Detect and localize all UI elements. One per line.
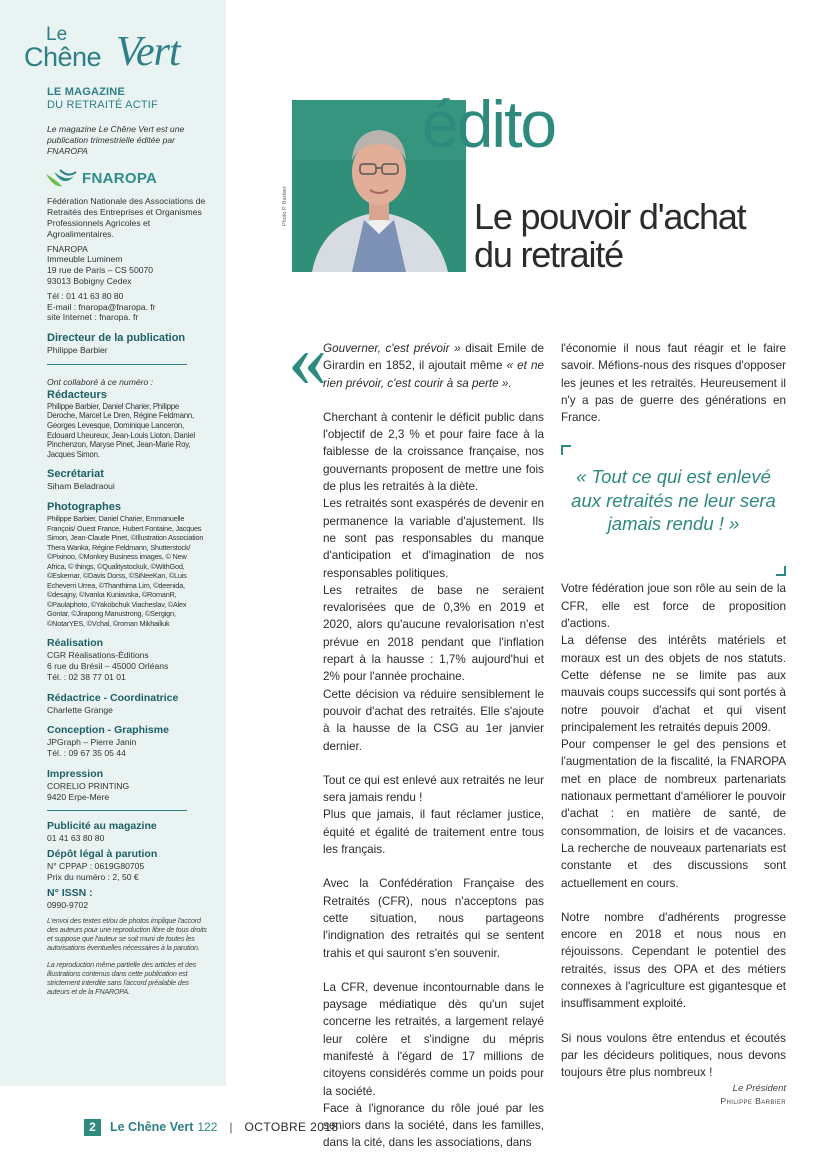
footer-magazine-name: Le Chêne Vert — [110, 1120, 194, 1134]
publication-intro: Le magazine Le Chêne Vert est une publication trimestrielle éditée par FNAROPA — [47, 124, 185, 156]
contributors-intro: Ont collaboré à ce numéro : — [47, 376, 154, 387]
publicite-heading: Publicité au magazine — [47, 820, 157, 833]
headline-line2: du retraité — [474, 234, 623, 275]
depot-legal-heading: Dépôt légal à parution — [47, 848, 158, 861]
pull-quote — [561, 445, 786, 576]
cppap-number: N° CPPAP : 0619G80705 — [47, 861, 145, 872]
fnaropa-leaf-icon — [44, 168, 78, 190]
reproduction-note: La reproduction même partielle des articles et des illustrations contenus dans cette publication est strictement interdite sans l'accord préalable des auteurs et de la FNAROPA. — [47, 959, 197, 996]
photographes-heading: Photographes — [47, 501, 121, 514]
realisation-line: CGR Réalisations-Éditions — [47, 650, 149, 661]
article-paragraph: Avec la Confédération Française des Retraités (CFR), nous n'acceptons pas cette situation, nous partageons l'indignation des retraités qui se sentent trahis et qui sauront s'en souvenir. — [323, 877, 544, 960]
footer-date: OCTOBRE 2018 — [244, 1120, 339, 1134]
telephone-number[interactable]: 01 41 63 80 80 — [66, 290, 124, 301]
headline-line1: Le pouvoir d'achat — [474, 196, 746, 237]
photo-credit: Photo P. Barbier — [282, 186, 288, 226]
pull-quote-corner — [776, 566, 786, 576]
publicite-phone: 01 41 63 80 80 — [47, 833, 105, 844]
pull-quote-text: « Tout ce qui est enlevé aux retraités ne leur sera jamais rendu ! » — [571, 466, 776, 534]
address-line: Immeuble Luminem — [47, 254, 123, 265]
fnaropa-logo — [44, 168, 207, 190]
article-paragraph: Cherchant à contenir le déficit public dans l'objectif de 2,3 % et pour faire face à la faiblesse de la croissance française, nos gouvernants proposent de mettre une fois de plus les retraités à la diète. — [323, 410, 544, 494]
directeur-name: Philippe Barbier — [47, 345, 108, 356]
article-column-1 — [323, 340, 544, 1152]
signature-title: Le Président — [732, 1082, 786, 1094]
telephone-label: Tél : — [47, 290, 67, 301]
issn-heading: N° ISSN : — [47, 886, 93, 899]
redactrice-heading: Rédactrice - Coordinatrice — [47, 691, 179, 704]
article-paragraph: La CFR, devenue incontournable dans le paysage médiatique dès qu'un sujet concerne les retraités, a largement relayé leur colère et s'indigne du mépris manifesté à l'égard de 17 millions de citoyens considérés comme un poids pour la société. — [323, 980, 544, 1098]
conception-line: Tél. : 09 67 35 05 44 — [47, 748, 126, 759]
magazine-subtitle-line1: LE MAGAZINE — [47, 86, 125, 98]
divider — [47, 364, 187, 365]
copyright-note: L'envoi des textes et/ou de photos implique l'accord des auteurs pour une reproduction libre de tous droits et suppose que l'auteur se soit muni de toutes les autorisations éventuelles nécessaires à la parution. — [47, 915, 207, 952]
article-paragraph: Votre fédération joue son rôle au sein de la CFR, elle est force de proposition d'actions. — [561, 582, 786, 631]
masthead-content — [47, 124, 207, 996]
impression-line: CORELIO PRINTING — [47, 780, 130, 791]
article-paragraph: La défense des intérêts matériels et moraux est un des objets de nos statuts. Cette défense ne se limite pas aux mauvais coups successifs qui sont portés à notre pouvoir d'achat et qui visent principalement les retraités depuis 2009. — [561, 634, 786, 734]
logo-vert: Vert — [116, 29, 180, 75]
article-headline — [474, 198, 745, 274]
opening-quote-mark: « — [288, 316, 319, 403]
footer-separator: | — [229, 1120, 233, 1134]
redacteurs-heading: Rédacteurs — [47, 388, 107, 401]
logo-le: Le — [46, 24, 68, 45]
issn-number: 0990-9702 — [47, 899, 89, 910]
lead-text: disait Emile de Girardin en 1852, il ajoutait même — [323, 342, 544, 373]
article-paragraph: Notre nombre d'adhérents progresse encore en 2018 et nous nous en réjouissons. Cependant le potentiel des retraités, issus des OPA et des métiers connexes à l'agriculture est gigantesque et insuffisamment exploité. — [561, 910, 786, 1011]
address-name: FNAROPA — [47, 243, 88, 254]
article-paragraph: Les retraites de base ne seraient revalorisées que de 0,3% en 2019 et 2020, alors qu'aucune revalorisation n'est prévue en 2018 pendant que l'inflation repart à la hausse : 1,7% aujourd'hui et 2% pour l'année prochaine. — [323, 583, 544, 684]
lead-paragraph — [323, 340, 544, 392]
logo-chene: Chêne — [24, 42, 102, 72]
realisation-heading: Réalisation — [47, 637, 104, 650]
article-paragraph: l'économie il nous faut réagir et le faire savoir. Méfions-nous des risques d'opposer les jeunes et les retraités. Heureusement il n'y a pas de guerre des générations en France. — [561, 342, 786, 425]
impression-line: 9420 Erpe-Mere — [47, 791, 110, 802]
page-number: 2 — [84, 1119, 101, 1136]
section-title-edito: édito — [422, 87, 556, 161]
page-footer — [84, 1118, 338, 1136]
article-paragraph: Cette décision va réduire sensiblement le pouvoir d'achat des retraités. Elle s'ajoute à la hausse de la CSG au 1er janvier dernier. — [323, 687, 544, 753]
secretariat-heading: Secrétariat — [47, 468, 104, 481]
directeur-heading: Directeur de la publication — [47, 332, 186, 345]
impression-heading: Impression — [47, 767, 104, 780]
article-paragraph: Si nous voulons être entendus et écoutés par les décideurs politiques, nous devons toujours être plus nombreux ! — [561, 1031, 786, 1080]
le-chene-vert-logo — [24, 22, 214, 77]
article-paragraph: Plus que jamais, il faut réclamer justice, équité et égalité de traitement entre tous les français. — [323, 808, 544, 857]
federation-description: Fédération Nationale des Associations de Retraités des Entreprises et Organismes Professionnels Agricoles et Agroalimentaires. — [47, 196, 206, 239]
article-paragraph: Tout ce qui est enlevé aux retraités ne leur sera jamais rendu ! — [323, 773, 544, 805]
redacteurs-list: Philippe Barbier, Daniel Charier, Philippe Deroche, Marcel Le Dren, Régine Feldmann, Georges Levesque, Dominique Lanceron, Edouard Lheureux, Jean-Louis Lioton, Daniel Pinchenzon, Maryse Pinet, Jean-Marie Roy, Jacques Simon. — [47, 401, 195, 459]
article-paragraph: Pour compenser le gel des pensions et l'augmentation de la fiscalité, la FNAROPA met en place de nombreux partenariats nationaux permettant d'améliorer le pouvoir d'achat : en matière de santé, de consommation, de loisirs et de vacances. La recherche de nouveaux partenariats est constante et des discussions sont actuellement en cours. — [561, 738, 786, 890]
address-line: 93013 Bobigny Cedex — [47, 275, 132, 286]
article-paragraph: Les retraités sont exaspérés de devenir en permanence la variable d'ajustement. Ils ne sont pas responsables du manque d'anticipation et d'imagination de nos responsables politiques. — [323, 497, 544, 580]
address-line: 19 rue de Paris – CS 50070 — [47, 265, 154, 276]
lead-quote: Gouverner, c'est prévoir » — [323, 342, 461, 355]
email-link[interactable]: E-mail : fnaropa@fnaropa. fr — [47, 301, 156, 312]
redactrice-name: Charlette Grange — [47, 704, 113, 715]
divider — [47, 810, 187, 811]
telephone — [47, 291, 207, 302]
realisation-line: Tél. : 02 38 77 01 01 — [47, 671, 126, 682]
article-paragraph: Face à l'ignorance du rôle joué par les seniors dans la société, dans les familles, dans la cité, dans les associations, dans — [323, 1101, 544, 1150]
magazine-subtitle — [47, 86, 207, 111]
lead-quote: « et ne rien prévoir, c'est courir à sa perte ». — [323, 359, 544, 390]
pull-quote-corner — [561, 445, 571, 455]
secretariat-name: Siham Beladraoui — [47, 481, 115, 492]
website-link[interactable]: site Internet : fnaropa. fr — [47, 312, 139, 323]
conception-heading: Conception - Graphisme — [47, 724, 169, 737]
photographes-list: Philippe Barbier, Daniel Charier, Emmanuelle François/ Ouest France, Hubert Fontaine, Jacques Simon, Jean-Claude Pinet, ©Illustration Association Thera Wanka, Régine Feldmann, Shutterstock/©Pixinoo, ©Monkey Business images, © New Africa, © things, ©Qualitystockuk, ©WithGod, ©Eskemar, ©Davis Dorss, ©SiNeeKan, ©Luis Echeverri Urrea, ©Thanthima Lim, ©deenida, ©desajny, ©Ivanka Kuniavska, ©RomanR, ©Paulaphoto, ©Yakobchuk Viacheslav, ©Alex Gontar, ©Jirapong Manustrong, ©Sergign, ©NotarYES, ©Vchal, ©roman Mikhailiuk — [47, 514, 204, 628]
signature-name: Philippe Barbier — [720, 1095, 786, 1106]
issue-price: Prix du numéro : 2, 50 € — [47, 872, 139, 883]
fnaropa-logo-text: FNAROPA — [82, 169, 158, 187]
footer-issue-number: 122 — [197, 1120, 218, 1134]
magazine-subtitle-line2: DU RETRAITÉ ACTIF — [47, 99, 158, 111]
conception-line: JPGraph – Pierre Janin — [47, 737, 137, 748]
realisation-line: 6 rue du Brésil – 45000 Orléans — [47, 660, 169, 671]
